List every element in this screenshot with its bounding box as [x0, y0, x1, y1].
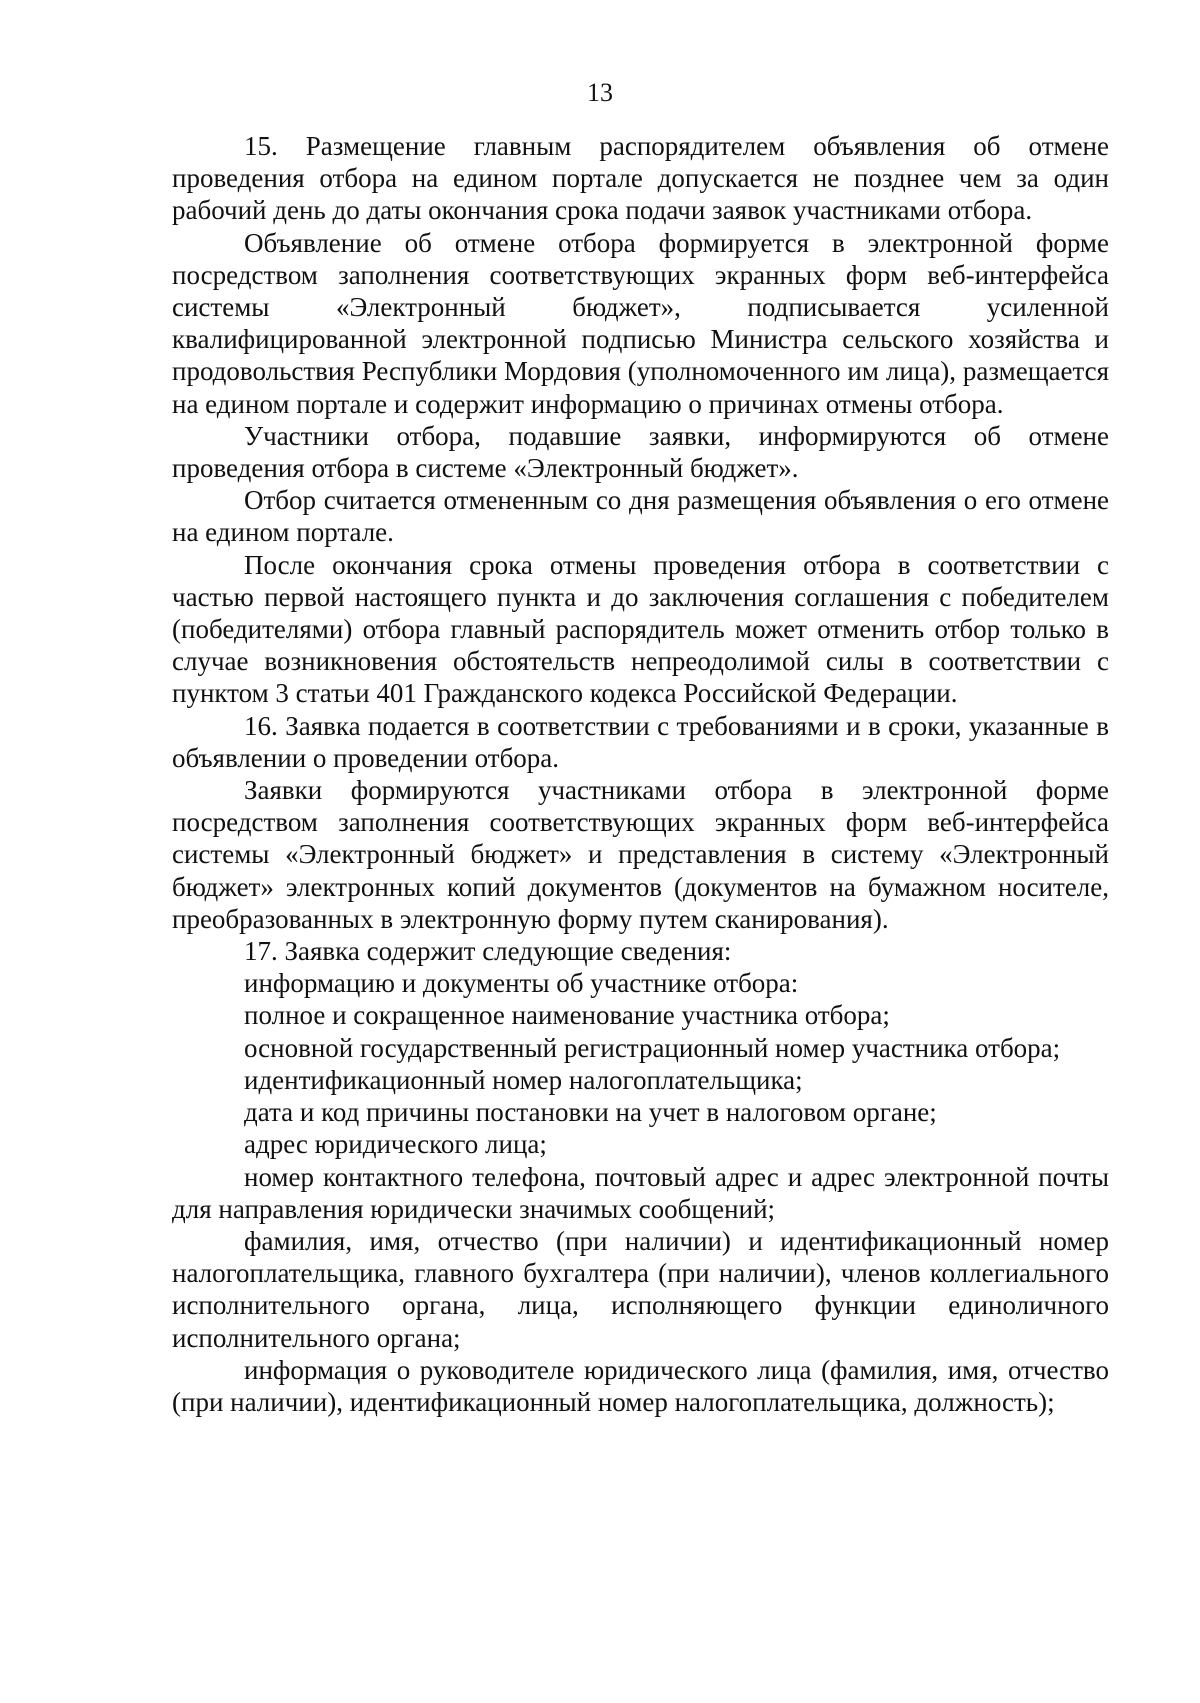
paragraph-15: 15. Размещение главным распорядителем объявления об отмене проведения отбора на едином портале допускается не позднее чем за один рабочий день до даты окончания срока подачи заявок участниками отбора. [172, 131, 1109, 226]
list-item-legal-address: адрес юридического лица; [244, 1129, 547, 1160]
list-item-kpp: дата и код причины постановки на учет в налоговом органе; [244, 1097, 937, 1128]
paragraph-force-majeure: После окончания срока отмены проведения отбора в соответствии с частью первой настоящего пункта и до заключения соглашения с победителем (победителями) отбора главный распорядитель может отменить отбор только в случае возникновения обстоятельств непреодолимой силы в соответствии с пунктом 3 статьи 401 Гражданского кодекса Российской Федерации. [172, 549, 1109, 709]
list-item-contacts: номер контактного телефона, почтовый адрес и адрес электронной почты для направления юридически значимых сообщений; [172, 1161, 1109, 1224]
paragraph-16: 16. Заявка подается в соответствии с требованиями и в сроки, указанные в объявлении о проведении отбора. [172, 710, 1109, 773]
page-number: 13 [587, 78, 613, 107]
list-item-participant-info: информацию и документы об участнике отбора: [244, 968, 799, 999]
paragraph-applications-formed: Заявки формируются участниками отбора в электронной форме посредством заполнения соответствующих экранных форм веб-интерфейса системы «Электронный бюджет» и представления в систему «Электронный бюджет» электронных копий документов (документов на бумажном носителе, преобразованных в электронную форму путем сканирования). [172, 775, 1109, 934]
list-item-inn: идентификационный номер налогоплательщика; [244, 1064, 803, 1095]
list-item-head-info: информация о руководителе юридического лица (фамилия, имя, отчество (при наличии), идентификационный номер налогоплательщика, должность); [172, 1354, 1109, 1417]
paragraph-17: 17. Заявка содержит следующие сведения: [244, 936, 732, 967]
paragraph-selection-cancelled: Отбор считается отмененным со дня размещения объявления о его отмене на едином портале. [172, 485, 1109, 548]
list-item-ogrn: основной государственный регистрационный номер участника отбора; [244, 1032, 1061, 1063]
paragraph-cancellation-announcement: Объявление об отмене отбора формируется в электронной форме посредством заполнения соответствующих экранных форм веб-интерфейса системы «Электронный бюджет», подписывается усиленной квалифицированной электронной подписью Министра сельского хозяйства и продовольствия Республики Мордовия (уполномоченного им лица), размещается на едином портале и содержит информацию о причинах отмены отбора. [172, 227, 1109, 419]
document-body [172, 130, 1109, 1418]
list-item-full-name: полное и сокращенное наименование участника отбора; [244, 1000, 890, 1031]
list-item-accountant-board: фамилия, имя, отчество (при наличии) и идентификационный номер налогоплательщика, главного бухгалтера (при наличии), членов коллегиального исполнительного органа, лица, исполняющего функции единоличного исполнительного органа; [172, 1225, 1109, 1353]
paragraph-participants-informed: Участники отбора, подавшие заявки, информируются об отмене проведения отбора в системе «Электронный бюджет». [172, 420, 1109, 484]
